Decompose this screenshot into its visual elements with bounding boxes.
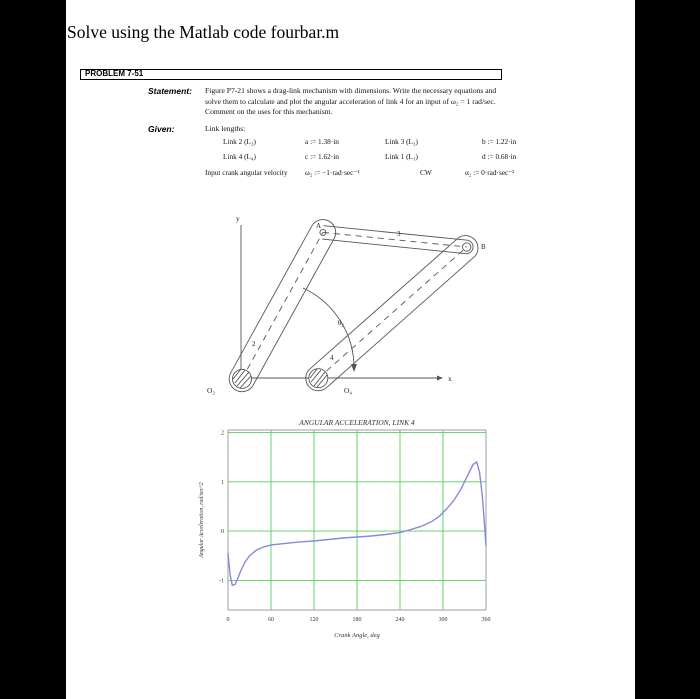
alpha2-value: α₂ := 0·rad·sec⁻² — [465, 168, 515, 177]
link1-label: Link 1 (L₁) — [385, 152, 418, 161]
point-b-label: B — [481, 243, 486, 251]
point-a-label: A — [316, 222, 322, 230]
theta2-label: θ₂ — [338, 319, 344, 327]
link2-label: Link 2 (L₂) — [223, 137, 256, 146]
x-axis-title: Crank Angle, deg — [334, 632, 380, 639]
y-tick-label: 0 — [221, 529, 224, 536]
o4-label: O₄ — [344, 386, 353, 395]
axis-ticks — [219, 430, 491, 623]
x-tick-label: 60 — [268, 617, 274, 623]
x-axis-label: x — [448, 374, 452, 383]
x-tick-label: 120 — [309, 617, 319, 623]
given-label: Given: — [148, 124, 175, 134]
link1-value: d := 0.68·in — [482, 152, 517, 161]
statement-label: Statement: — [148, 86, 192, 96]
link4-value: c := 1.62·in — [305, 152, 339, 161]
x-tick-label: 240 — [395, 617, 405, 623]
input-velocity-label: Input crank angular velocity — [205, 168, 288, 177]
x-tick-label: 360 — [481, 617, 491, 623]
direction-cw: CW — [420, 168, 432, 177]
link3-value: b := 1.22·in — [482, 137, 517, 146]
statement-line-2: solve them to calculate and plot the angular acceleration of link 4 for an input of ω₂ = 1 rad/sec. — [205, 96, 496, 106]
chart-title: ANGULAR ACCELERATION, LINK 4 — [299, 418, 415, 427]
link-4-label: 4 — [330, 354, 334, 362]
link-lengths-label: Link lengths: — [205, 124, 246, 133]
omega2-value: ω₂ := −1·rad·sec⁻¹ — [305, 168, 360, 177]
y-axis-label: y — [236, 214, 240, 223]
y-axis-title: Angular Acceleration, rad/sec^2 — [199, 482, 205, 558]
link2-value: a := 1.38·in — [305, 137, 339, 146]
page-heading: Solve using the Matlab code fourbar.m — [67, 22, 340, 42]
y-tick-label: 1 — [221, 479, 224, 486]
o2-label: O₂ — [207, 386, 216, 395]
link-2-label: 2 — [252, 340, 256, 348]
statement-line-1: Figure P7-21 shows a drag-link mechanism with dimensions. Write the necessary equations and — [205, 86, 497, 95]
statement-line-3: Comment on the uses for this mechanism. — [205, 107, 333, 116]
link4-label: Link 4 (L₄) — [223, 152, 256, 161]
grid-lines — [228, 430, 486, 610]
y-tick-label: -1 — [219, 578, 224, 585]
y-tick-label: 2 — [221, 430, 224, 437]
x-tick-label: 180 — [352, 617, 362, 623]
x-tick-label: 0 — [226, 617, 230, 623]
link-3-label: 3 — [397, 230, 401, 238]
link3-label: Link 3 (L₃) — [385, 137, 418, 146]
problem-label: PROBLEM 7-51 — [85, 69, 144, 78]
x-tick-label: 300 — [438, 617, 448, 623]
